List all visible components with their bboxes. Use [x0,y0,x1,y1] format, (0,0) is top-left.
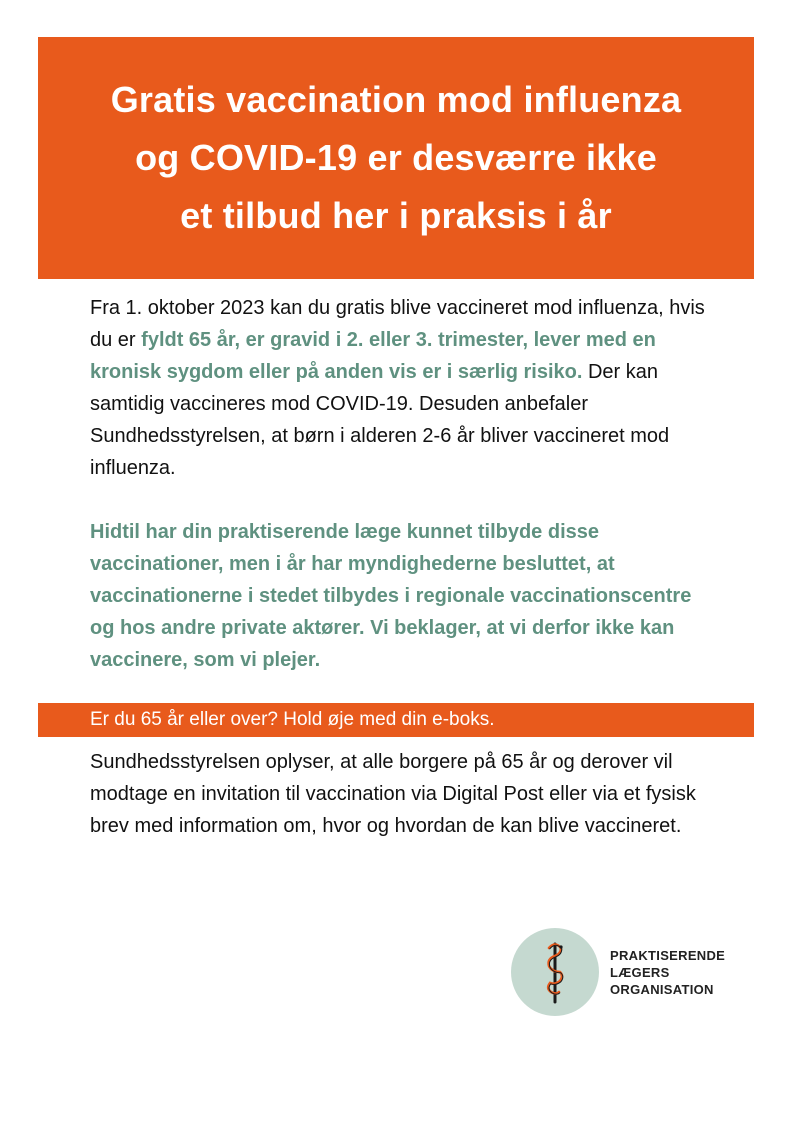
title-line-3: et tilbud her i praksis i år [180,195,612,236]
header-banner [38,37,754,279]
intro-text-end: Der kan samtidig vaccineres mod COVID-19. Desuden anbefaler Sundhedsstyrelsen, at børn i alderen 2-6 år bliver vaccineret mod influenza. [90,361,670,479]
title-line-2: og COVID-19 er desværre ikke [135,137,657,178]
rod-of-asclepius-icon [511,928,599,1016]
intro-text-start: Fra 1. oktober 2023 kan du gratis blive vaccineret mod influenza, hvis du er [90,297,705,351]
info-paragraph: Sundhedsstyrelsen oplyser, at alle borgere på 65 år og derover vil modtage en invitation til vaccination via Digital Post eller via et fysisk brev med information om, hvor og hvordan de kan blive vaccineret. [90,751,696,837]
page-title [91,71,702,245]
title-line-1: Gratis vaccination mod influenza [110,79,682,120]
plo-logo [511,928,725,1016]
e-boks-banner-text: Er du 65 år eller over? Hold øje med din e-boks. [90,709,495,730]
logo-line-1: PRAKTISERENDE [610,947,726,963]
logo-wordmark [610,947,725,998]
logo-circle [511,928,599,1016]
notice-paragraph: Hidtil har din praktiserende læge kunnet tilbyde disse vaccinationer, men i år har myndighederne besluttet, at vaccinationerne i stedet tilbydes i regionale vaccinationscentre og hos andre private aktører. Vi beklager, at vi derfor ikke kan vaccinere, som vi plejer. [90,521,692,671]
intro-highlight: fyldt 65 år, er gravid i 2. eller 3. trimester, lever med en kronisk sygdom eller på anden vis er i særlig risiko. [90,329,656,383]
logo-line-3: ORGANISATION [610,981,714,997]
e-boks-banner [38,703,754,737]
logo-line-2: LÆGERS [610,964,670,980]
intro-paragraph [90,292,710,484]
